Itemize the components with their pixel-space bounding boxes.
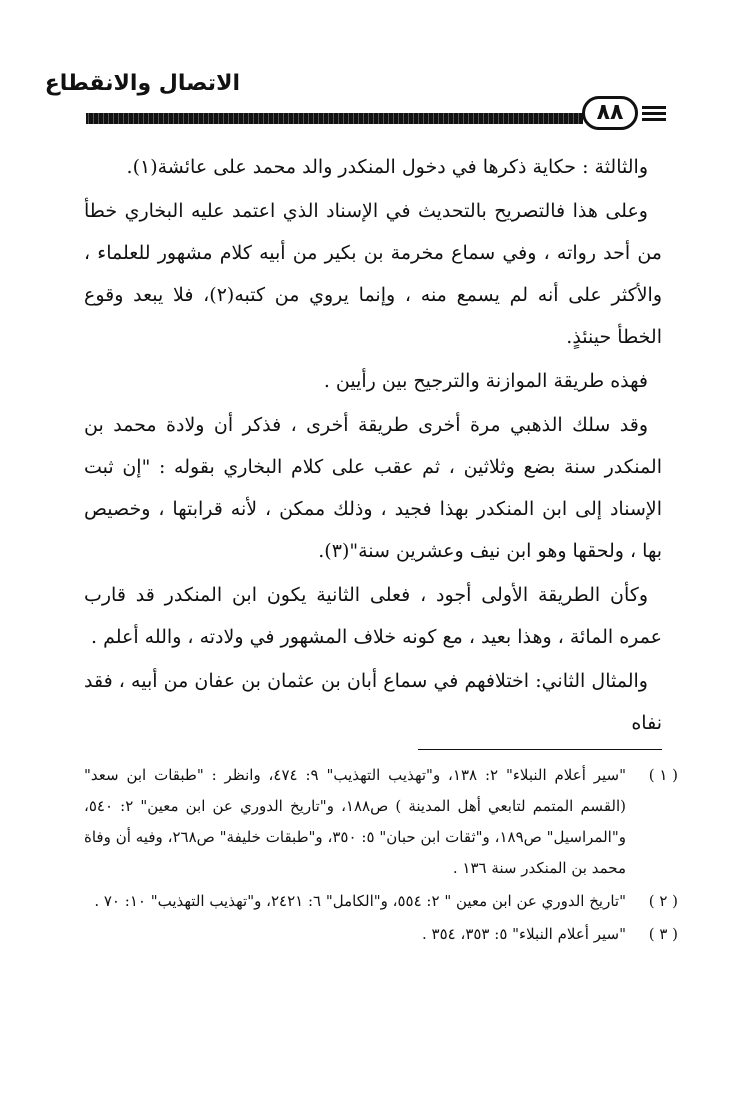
main-text bbox=[84, 146, 662, 746]
paragraph: فهذه طريقة الموازنة والترجيح بين رأيين . bbox=[323, 370, 648, 392]
footnote-separator bbox=[418, 749, 662, 750]
paragraph: وعلى هذا فالتصريح بالتحديث في الإسناد الذي اعتمد عليه البخاري خطأ من أحد رواته ، وفي سماع مخرمة بن بكير من أبيه كلام مشهور للعلماء ، والأكثر على أنه لم يسمع منه ، وإنما يروي من كتبه(٢)، فلا يبعد وقوع الخطأ حينئذٍ. bbox=[84, 200, 662, 348]
footnote bbox=[84, 919, 678, 950]
footnotes bbox=[84, 760, 678, 952]
paragraph: وقد سلك الذهبي مرة أخرى طريقة أخرى ، فذكر أن ولادة محمد بن المنكدر سنة بضع وثلاثين ، ثم عقب على كلام البخاري بقوله : "إن ثبت الإسناد إلى ابن المنكدر بهذا فجيد ، وذلك ممكن ، لأنه قرابتها ، وخصيص بها ، ولحقها وهو ابن نيف وعشرين سنة"(٣). bbox=[84, 414, 662, 562]
footnote-number: ( ٢ ) bbox=[648, 892, 678, 910]
header-rule-ornament bbox=[642, 106, 666, 124]
footnote-text: "سير أعلام النبلاء" ٥: ٣٥٣، ٣٥٤ . bbox=[421, 925, 626, 943]
page-number: ٨٨ bbox=[582, 96, 638, 130]
footnote-text: "تاريخ الدوري عن ابن معين " ٢: ٥٥٤، و"الكامل" ٦: ٢٤٢١، و"تهذيب التهذيب" ١٠: ٧٠ . bbox=[94, 892, 626, 910]
paragraph: والمثال الثاني: اختلافهم في سماع أبان بن عثمان بن عفان من أبيه ، فقد نفاه bbox=[84, 670, 662, 734]
running-title: الاتصال والانقطاع bbox=[44, 71, 240, 96]
footnote-number: ( ٣ ) bbox=[648, 925, 678, 943]
footnote-number: ( ١ ) bbox=[648, 766, 678, 784]
footnote-text: "سير أعلام النبلاء" ٢: ١٣٨، و"تهذيب التهذيب" ٩: ٤٧٤، وانظر : "طبقات ابن سعد" (القسم المتمم لتابعي أهل المدينة ) ص١٨٨، و"تاريخ الدوري عن ابن معين" ٢: ٥٤٠، و"المراسيل" ص١٨٩، و"ثقات ابن حبان" ٥: ٣٥٠، و"طبقات خليفة" ص٢٦٨، وفيه أن وفاة محمد بن المنكدر سنة ١٣٦ . bbox=[84, 766, 627, 877]
footnote bbox=[84, 886, 678, 917]
paragraph: والثالثة : حكاية ذكرها في دخول المنكدر والد محمد على عائشة(١). bbox=[126, 156, 648, 178]
paragraph: وكأن الطريقة الأولى أجود ، فعلى الثانية يكون ابن المنكدر قد قارب عمره المائة ، وهذا بعيد ، مع كونه خلاف المشهور في ولادته ، والله أعلم . bbox=[84, 584, 662, 648]
footnote bbox=[84, 760, 678, 884]
header-rule bbox=[86, 113, 583, 124]
